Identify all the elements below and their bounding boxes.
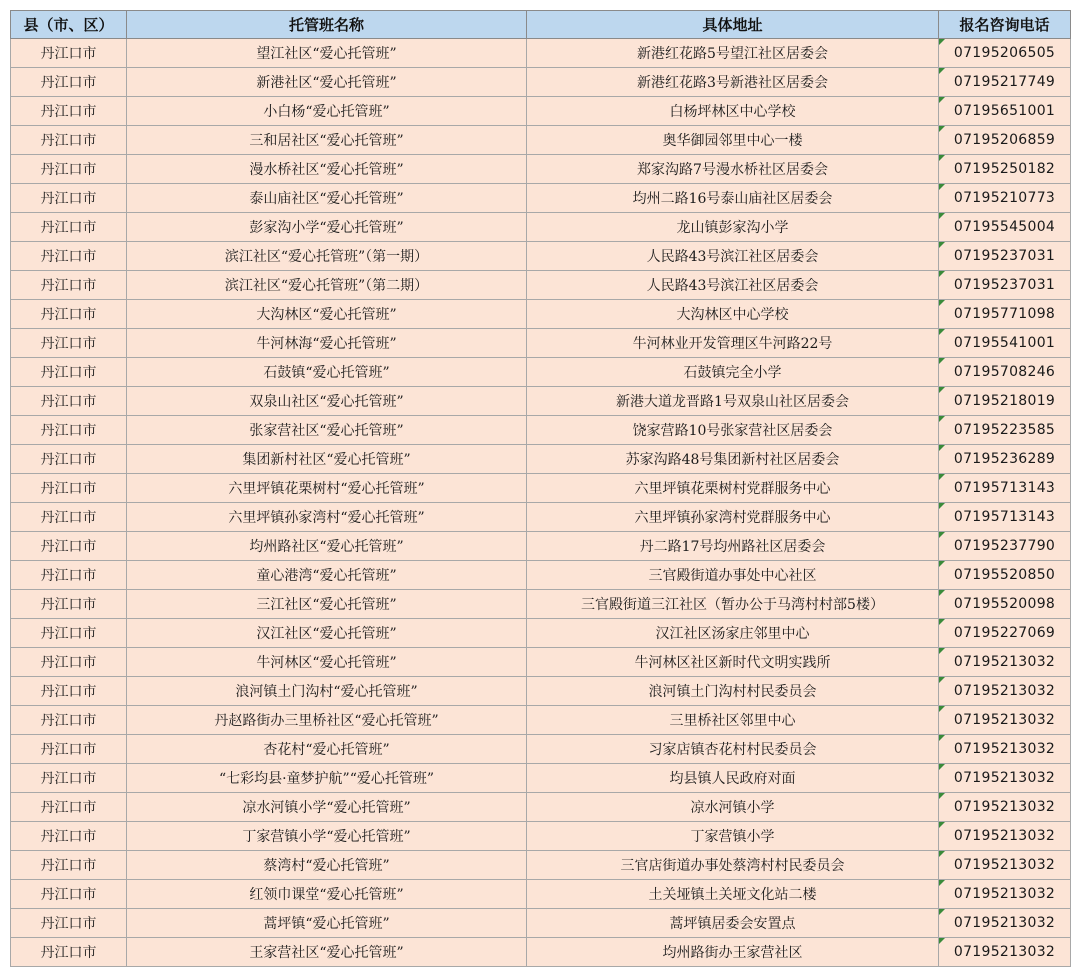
name-cell[interactable]: 新港社区“爱心托管班”	[127, 68, 527, 97]
county-cell[interactable]: 丹江口市	[11, 474, 127, 503]
address-cell[interactable]: 三官殿街道三江社区（暂办公于马湾村村部5楼）	[527, 590, 939, 619]
cell-error-indicator-icon	[939, 880, 945, 886]
table-row	[11, 793, 1071, 822]
table-row	[11, 648, 1071, 677]
name-cell[interactable]: 三江社区“爱心托管班”	[127, 590, 527, 619]
table-row	[11, 329, 1071, 358]
table-row	[11, 532, 1071, 561]
address-cell[interactable]: 均州二路16号泰山庙社区居委会	[527, 184, 939, 213]
cell-error-indicator-icon	[939, 822, 945, 828]
cell-error-indicator-icon	[939, 39, 945, 45]
phone-cell[interactable]	[939, 590, 1071, 619]
cell-error-indicator-icon	[939, 735, 945, 741]
cell-error-indicator-icon	[939, 764, 945, 770]
address-cell[interactable]: 六里坪镇花栗树村党群服务中心	[527, 474, 939, 503]
phone-cell[interactable]	[939, 561, 1071, 590]
phone-text: 07195771098	[953, 306, 1056, 322]
county-cell[interactable]: 丹江口市	[11, 822, 127, 851]
county-cell[interactable]: 丹江口市	[11, 706, 127, 735]
table-row	[11, 503, 1071, 532]
county-cell[interactable]: 丹江口市	[11, 909, 127, 938]
name-cell[interactable]: 张家营社区“爱心托管班”	[127, 416, 527, 445]
table-row	[11, 213, 1071, 242]
name-cell[interactable]: 丹赵路街办三里桥社区“爱心托管班”	[127, 706, 527, 735]
cell-error-indicator-icon	[939, 155, 945, 161]
name-cell[interactable]: 浪河镇土门沟村“爱心托管班”	[127, 677, 527, 706]
name-cell[interactable]: 六里坪镇孙家湾村“爱心托管班”	[127, 503, 527, 532]
cell-error-indicator-icon	[939, 677, 945, 683]
phone-text: 07195237031	[953, 277, 1056, 293]
county-cell[interactable]: 丹江口市	[11, 97, 127, 126]
phone-text: 07195213032	[953, 886, 1056, 902]
county-cell[interactable]: 丹江口市	[11, 938, 127, 967]
phone-cell[interactable]	[939, 822, 1071, 851]
table-row	[11, 735, 1071, 764]
county-cell[interactable]: 丹江口市	[11, 590, 127, 619]
header-phone: 报名咨询电话	[939, 11, 1071, 39]
table-row	[11, 938, 1071, 967]
phone-text: 07195237031	[953, 248, 1056, 264]
address-cell[interactable]: 苏家沟路48号集团新村社区居委会	[527, 445, 939, 474]
address-cell[interactable]: 三官店街道办事处蔡湾村村民委员会	[527, 851, 939, 880]
header-row	[11, 11, 1071, 39]
phone-cell[interactable]	[939, 213, 1071, 242]
address-cell[interactable]: 新港红花路5号望江社区居委会	[527, 39, 939, 68]
header-county: 县（市、区）	[11, 11, 127, 39]
name-cell[interactable]: 牛河林区“爱心托管班”	[127, 648, 527, 677]
phone-text: 07195213032	[953, 857, 1056, 873]
phone-text: 07195236289	[953, 451, 1056, 467]
phone-text: 07195708246	[953, 364, 1056, 380]
phone-cell[interactable]	[939, 271, 1071, 300]
table-row	[11, 677, 1071, 706]
phone-cell[interactable]	[939, 97, 1071, 126]
phone-cell[interactable]	[939, 677, 1071, 706]
name-cell[interactable]: 彭家沟小学“爱心托管班”	[127, 213, 527, 242]
county-cell[interactable]: 丹江口市	[11, 532, 127, 561]
phone-text: 07195213032	[953, 770, 1056, 786]
phone-cell[interactable]	[939, 648, 1071, 677]
name-cell[interactable]: 泰山庙社区“爱心托管班”	[127, 184, 527, 213]
name-cell[interactable]: 三和居社区“爱心托管班”	[127, 126, 527, 155]
address-cell[interactable]: 均县镇人民政府对面	[527, 764, 939, 793]
address-cell[interactable]: 大沟林区中心学校	[527, 300, 939, 329]
name-cell[interactable]: 大沟林区“爱心托管班”	[127, 300, 527, 329]
cell-error-indicator-icon	[939, 97, 945, 103]
cell-error-indicator-icon	[939, 561, 945, 567]
name-cell[interactable]: 均州路社区“爱心托管班”	[127, 532, 527, 561]
phone-text: 07195213032	[953, 741, 1056, 757]
phone-cell[interactable]	[939, 938, 1071, 967]
table-row	[11, 97, 1071, 126]
phone-cell[interactable]	[939, 764, 1071, 793]
county-cell[interactable]: 丹江口市	[11, 503, 127, 532]
phone-text: 07195217749	[953, 74, 1056, 90]
daycare-table	[10, 10, 1071, 967]
phone-cell[interactable]	[939, 706, 1071, 735]
name-cell[interactable]: 丁家营镇小学“爱心托管班”	[127, 822, 527, 851]
address-cell[interactable]: 牛河林业开发管理区牛河路22号	[527, 329, 939, 358]
name-cell[interactable]: 红领巾课堂“爱心托管班”	[127, 880, 527, 909]
cell-error-indicator-icon	[939, 793, 945, 799]
cell-error-indicator-icon	[939, 213, 945, 219]
phone-cell[interactable]	[939, 358, 1071, 387]
county-cell[interactable]: 丹江口市	[11, 793, 127, 822]
address-cell[interactable]: 丁家营镇小学	[527, 822, 939, 851]
county-cell[interactable]: 丹江口市	[11, 735, 127, 764]
phone-text: 07195213032	[953, 683, 1056, 699]
phone-cell[interactable]	[939, 532, 1071, 561]
phone-text: 07195713143	[953, 509, 1056, 525]
table-row	[11, 590, 1071, 619]
phone-text: 07195218019	[953, 393, 1056, 409]
phone-text: 07195213032	[953, 828, 1056, 844]
phone-cell[interactable]	[939, 300, 1071, 329]
phone-cell[interactable]	[939, 242, 1071, 271]
address-cell[interactable]: 新港大道龙晋路1号双泉山社区居委会	[527, 387, 939, 416]
name-cell[interactable]: 王家营社区“爱心托管班”	[127, 938, 527, 967]
county-cell[interactable]: 丹江口市	[11, 387, 127, 416]
address-cell[interactable]: 白杨坪林区中心学校	[527, 97, 939, 126]
address-cell[interactable]: 郑家沟路7号漫水桥社区居委会	[527, 155, 939, 184]
phone-cell[interactable]	[939, 39, 1071, 68]
name-cell[interactable]: 小白杨“爱心托管班”	[127, 97, 527, 126]
county-cell[interactable]: 丹江口市	[11, 271, 127, 300]
address-cell[interactable]: 土关垭镇土关垭文化站二楼	[527, 880, 939, 909]
table-row	[11, 387, 1071, 416]
address-cell[interactable]: 新港红花路3号新港社区居委会	[527, 68, 939, 97]
phone-cell[interactable]	[939, 474, 1071, 503]
table-row	[11, 851, 1071, 880]
table-row	[11, 39, 1071, 68]
county-cell[interactable]: 丹江口市	[11, 300, 127, 329]
county-cell[interactable]: 丹江口市	[11, 880, 127, 909]
county-cell[interactable]: 丹江口市	[11, 764, 127, 793]
phone-cell[interactable]	[939, 793, 1071, 822]
table-row	[11, 126, 1071, 155]
address-cell[interactable]: 蒿坪镇居委会安置点	[527, 909, 939, 938]
table-row	[11, 184, 1071, 213]
address-cell[interactable]: 凉水河镇小学	[527, 793, 939, 822]
cell-error-indicator-icon	[939, 271, 945, 277]
address-cell[interactable]: 奥华御园邻里中心一楼	[527, 126, 939, 155]
phone-text: 07195237790	[953, 538, 1056, 554]
name-cell[interactable]: 望江社区“爱心托管班”	[127, 39, 527, 68]
phone-cell[interactable]	[939, 735, 1071, 764]
county-cell[interactable]: 丹江口市	[11, 39, 127, 68]
county-cell[interactable]: 丹江口市	[11, 358, 127, 387]
address-cell[interactable]: 石鼓镇完全小学	[527, 358, 939, 387]
table-row	[11, 358, 1071, 387]
phone-cell[interactable]	[939, 155, 1071, 184]
table-row	[11, 271, 1071, 300]
phone-cell[interactable]	[939, 416, 1071, 445]
phone-text: 07195520850	[953, 567, 1056, 583]
county-cell[interactable]: 丹江口市	[11, 126, 127, 155]
phone-cell[interactable]	[939, 68, 1071, 97]
phone-cell[interactable]	[939, 503, 1071, 532]
cell-error-indicator-icon	[939, 474, 945, 480]
table-row	[11, 416, 1071, 445]
cell-error-indicator-icon	[939, 909, 945, 915]
table-row	[11, 909, 1071, 938]
phone-text: 07195520098	[953, 596, 1056, 612]
county-cell[interactable]: 丹江口市	[11, 213, 127, 242]
table-row	[11, 242, 1071, 271]
county-cell[interactable]: 丹江口市	[11, 619, 127, 648]
name-cell[interactable]: 石鼓镇“爱心托管班”	[127, 358, 527, 387]
phone-text: 07195206505	[953, 45, 1056, 61]
phone-text: 07195651001	[953, 103, 1056, 119]
table-row	[11, 561, 1071, 590]
name-cell[interactable]: 集团新村社区“爱心托管班”	[127, 445, 527, 474]
phone-text: 07195213032	[953, 654, 1056, 670]
cell-error-indicator-icon	[939, 184, 945, 190]
phone-text: 07195210773	[953, 190, 1056, 206]
cell-error-indicator-icon	[939, 300, 945, 306]
cell-error-indicator-icon	[939, 938, 945, 944]
county-cell[interactable]: 丹江口市	[11, 648, 127, 677]
phone-cell[interactable]	[939, 184, 1071, 213]
name-cell[interactable]: 蔡湾村“爱心托管班”	[127, 851, 527, 880]
address-cell[interactable]: 饶家营路10号张家营社区居委会	[527, 416, 939, 445]
table-row	[11, 300, 1071, 329]
phone-text: 07195227069	[953, 625, 1056, 641]
phone-cell[interactable]	[939, 445, 1071, 474]
cell-error-indicator-icon	[939, 648, 945, 654]
address-cell[interactable]: 人民路43号滨江社区居委会	[527, 242, 939, 271]
cell-error-indicator-icon	[939, 68, 945, 74]
phone-text: 07195713143	[953, 480, 1056, 496]
county-cell[interactable]: 丹江口市	[11, 445, 127, 474]
phone-text: 07195213032	[953, 712, 1056, 728]
county-cell[interactable]: 丹江口市	[11, 561, 127, 590]
county-cell[interactable]: 丹江口市	[11, 677, 127, 706]
county-cell[interactable]: 丹江口市	[11, 329, 127, 358]
address-cell[interactable]: 浪河镇土门沟村村民委员会	[527, 677, 939, 706]
phone-cell[interactable]	[939, 619, 1071, 648]
address-cell[interactable]: 三官殿街道办事处中心社区	[527, 561, 939, 590]
table-row	[11, 706, 1071, 735]
cell-error-indicator-icon	[939, 445, 945, 451]
address-cell[interactable]: 汉江社区汤家庄邻里中心	[527, 619, 939, 648]
table-row	[11, 155, 1071, 184]
cell-error-indicator-icon	[939, 503, 945, 509]
name-cell[interactable]: 杏花村“爱心托管班”	[127, 735, 527, 764]
name-cell[interactable]: 凉水河镇小学“爱心托管班”	[127, 793, 527, 822]
cell-error-indicator-icon	[939, 532, 945, 538]
table-row	[11, 474, 1071, 503]
cell-error-indicator-icon	[939, 619, 945, 625]
address-cell[interactable]: 均州路街办王家营社区	[527, 938, 939, 967]
phone-text: 07195206859	[953, 132, 1056, 148]
name-cell[interactable]: 蒿坪镇“爱心托管班”	[127, 909, 527, 938]
county-cell[interactable]: 丹江口市	[11, 68, 127, 97]
phone-text: 07195213032	[953, 915, 1056, 931]
county-cell[interactable]: 丹江口市	[11, 851, 127, 880]
cell-error-indicator-icon	[939, 358, 945, 364]
phone-text: 07195213032	[953, 944, 1056, 960]
name-cell[interactable]: 漫水桥社区“爱心托管班”	[127, 155, 527, 184]
header-address: 具体地址	[527, 11, 939, 39]
phone-text: 07195545004	[953, 219, 1056, 235]
name-cell[interactable]: 滨江社区“爱心托管班”（第一期）	[127, 242, 527, 271]
cell-error-indicator-icon	[939, 416, 945, 422]
cell-error-indicator-icon	[939, 242, 945, 248]
phone-cell[interactable]	[939, 329, 1071, 358]
name-cell[interactable]: “七彩均县·童梦护航”“爱心托管班”	[127, 764, 527, 793]
phone-cell[interactable]	[939, 126, 1071, 155]
phone-cell[interactable]	[939, 851, 1071, 880]
cell-error-indicator-icon	[939, 387, 945, 393]
phone-text: 07195541001	[953, 335, 1056, 351]
phone-cell[interactable]	[939, 909, 1071, 938]
phone-cell[interactable]	[939, 880, 1071, 909]
cell-error-indicator-icon	[939, 706, 945, 712]
cell-error-indicator-icon	[939, 590, 945, 596]
name-cell[interactable]: 汉江社区“爱心托管班”	[127, 619, 527, 648]
table-row	[11, 822, 1071, 851]
table-row	[11, 68, 1071, 97]
header-name: 托管班名称	[127, 11, 527, 39]
spreadsheet	[10, 10, 1070, 967]
table-body	[11, 39, 1071, 967]
table-row	[11, 619, 1071, 648]
name-cell[interactable]: 六里坪镇花栗树村“爱心托管班”	[127, 474, 527, 503]
phone-text: 07195223585	[953, 422, 1056, 438]
name-cell[interactable]: 滨江社区“爱心托管班”（第二期）	[127, 271, 527, 300]
county-cell[interactable]: 丹江口市	[11, 155, 127, 184]
phone-text: 07195213032	[953, 799, 1056, 815]
name-cell[interactable]: 童心港湾“爱心托管班”	[127, 561, 527, 590]
table-row	[11, 445, 1071, 474]
county-cell[interactable]: 丹江口市	[11, 242, 127, 271]
phone-text: 07195250182	[953, 161, 1056, 177]
address-cell[interactable]: 六里坪镇孙家湾村党群服务中心	[527, 503, 939, 532]
cell-error-indicator-icon	[939, 329, 945, 335]
table-row	[11, 764, 1071, 793]
address-cell[interactable]: 习家店镇杏花村村民委员会	[527, 735, 939, 764]
address-cell[interactable]: 三里桥社区邻里中心	[527, 706, 939, 735]
county-cell[interactable]: 丹江口市	[11, 416, 127, 445]
cell-error-indicator-icon	[939, 851, 945, 857]
table-row	[11, 880, 1071, 909]
name-cell[interactable]: 牛河林海“爱心托管班”	[127, 329, 527, 358]
address-cell[interactable]: 丹二路17号均州路社区居委会	[527, 532, 939, 561]
cell-error-indicator-icon	[939, 126, 945, 132]
county-cell[interactable]: 丹江口市	[11, 184, 127, 213]
name-cell[interactable]: 双泉山社区“爱心托管班”	[127, 387, 527, 416]
phone-cell[interactable]	[939, 387, 1071, 416]
address-cell[interactable]: 牛河林区社区新时代文明实践所	[527, 648, 939, 677]
address-cell[interactable]: 龙山镇彭家沟小学	[527, 213, 939, 242]
address-cell[interactable]: 人民路43号滨江社区居委会	[527, 271, 939, 300]
